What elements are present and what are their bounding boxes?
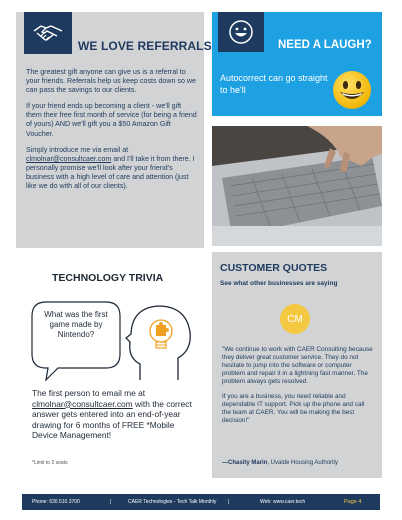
- quote-paragraph-1: "We continue to work with CAER Consulting because they deliver great customer service. They do not hesitate to jump into the software or computer problem and repair it in a lightning fast manner. The problem always gets resolved.: [222, 346, 373, 385]
- referrals-text: Simply introduce me via email at: [26, 145, 129, 154]
- page-number: Page 4: [344, 498, 362, 505]
- laptop-typing-photo: [212, 126, 382, 246]
- referrals-paragraph-3: [26, 146, 198, 191]
- customer-quote: [222, 346, 374, 432]
- author-name: —Chasity Marin: [222, 460, 268, 466]
- footer-separator: |: [110, 499, 112, 505]
- customer-initials-avatar: CM: [280, 304, 310, 334]
- trivia-body: [32, 388, 202, 441]
- trivia-title: TECHNOLOGY TRIVIA: [52, 272, 164, 284]
- referrals-body: [26, 68, 198, 198]
- author-organization: , Uvalde Housing Authority: [267, 460, 339, 466]
- referrals-panel: [16, 12, 212, 248]
- laugh-title: NEED A LAUGH?: [278, 39, 372, 51]
- trivia-question: What was the first game made by Nintendo?: [44, 310, 108, 339]
- footer-company: CAER Technologies - Tech Talk Monthly: [128, 499, 217, 505]
- grinning-emoji-icon: [330, 68, 374, 117]
- smiley-icon: [218, 12, 264, 52]
- quote-paragraph-2: If you are a business, you need reliable and dependable IT support. Pick up the phone and call the team at CAER. You will be making the best decision!": [222, 393, 365, 424]
- trivia-footnote: *Limit to 2 seats: [32, 460, 68, 466]
- trivia-email-link[interactable]: clmolnar@consultcaer.com: [32, 398, 133, 409]
- quotes-panel: [212, 252, 382, 478]
- quote-author: [222, 460, 338, 466]
- joke-text: Autocorrect can go straight to he'll: [220, 73, 328, 95]
- trivia-text: with the correct answer gets entered into an end-of-year drawing for 6 months of FREE *Mobile Device Management!: [32, 398, 192, 440]
- laugh-panel: [212, 12, 382, 116]
- trivia-panel: [16, 260, 204, 490]
- trivia-text: The first person to email me at: [32, 388, 146, 398]
- referral-email-link[interactable]: clmolnar@consultcaer.com: [26, 154, 112, 163]
- footer-website[interactable]: Web: www.caer.tech: [260, 499, 306, 505]
- referrals-paragraph-1: The greatest gift anyone can give us is a referral to your friends. Referrals help us keep costs down so we can pass the savings to our clients.: [26, 68, 196, 95]
- referrals-title: WE LOVE REFERRALS: [78, 39, 212, 53]
- quotes-subtitle: See what other businesses are saying: [220, 280, 338, 287]
- referrals-paragraph-2: If your friend ends up becoming a client - we'll gift them their free first month of service (for being a friend of yours) AND we'll gift you a $50 Amazon Gift Voucher.: [26, 102, 197, 138]
- footer-phone: Phone: 630.510.3700: [32, 499, 80, 505]
- referrals-text: and I'll take it from there. I personally promise we'll look after your friend's business with a high level of care and attention (just like we do with all of our clients).: [26, 154, 195, 191]
- quotes-title: CUSTOMER QUOTES: [220, 262, 328, 274]
- footer-separator: |: [228, 499, 230, 505]
- handshake-icon: [24, 12, 72, 54]
- footer-bar: [22, 494, 380, 510]
